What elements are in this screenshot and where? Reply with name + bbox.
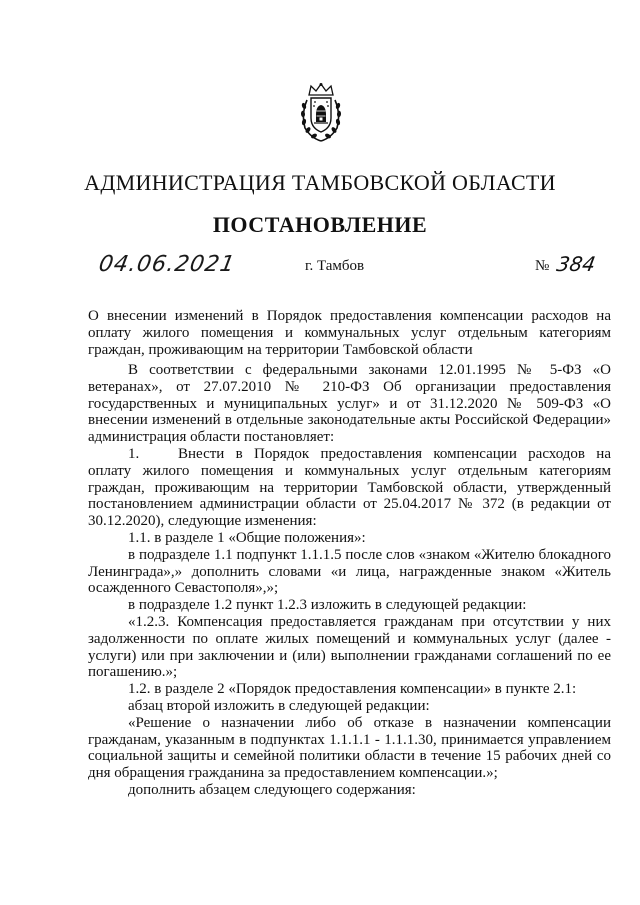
item-1-text: Внести в Порядок предоставления компенсации расходов на оплату жилого помещения и коммунальных услуг отдельным категориям граждан, проживающим на территории Тамбовской области, утвержденный постановлением администрации области от 25.04.2017 № 372 (в редакции от 30.12.2020), следующие изменения: <box>88 445 611 530</box>
organization-title: АДМИНИСТРАЦИЯ ТАМБОВСКОЙ ОБЛАСТИ <box>84 170 556 195</box>
document-date: 04.06.2021 <box>96 252 238 277</box>
item-1-number: 1. <box>128 445 140 462</box>
subitem-1-1-a-paragraph: в подразделе 1.1 подпункт 1.1.1.5 после слов «знаком «Жителю блокадного Ленинграда»,» дополнить словами «и лица, награжденные знаком «Житель осажденного Севастополя»,»; <box>88 546 611 597</box>
preamble-paragraph: В соответствии с федеральными законами 12.01.1995 № 5-ФЗ «О ветеранах», от 27.07.2010 № 210-ФЗ Об организации предоставления государственных и муниципальных услуг» и от 31.12.2020 № 509-ФЗ «О внесении изменений в отдельные законодательные акты Российской Федерации» администрация области постановляет: <box>88 362 611 446</box>
subitem-1-2-quote-paragraph: «Решение о назначении либо об отказе в назначении компенсации гражданам, указанным в подпунктах 1.1.1.1 - 1.1.1.30, принимается управлением социальной защиты и семейной политики области в течение 15 рабочих дней со дня обращения гражданина за предоставлением компенсации.»; <box>88 714 611 782</box>
document-city: г. Тамбов <box>305 258 365 274</box>
item-1-paragraph <box>88 446 611 530</box>
subitem-1-1-paragraph: 1.1. в разделе 1 «Общие положения»: <box>128 529 366 546</box>
subitem-1-2-paragraph: 1.2. в разделе 2 «Порядок предоставления компенсации» в пункте 2.1: <box>128 681 577 698</box>
document-number: 384 <box>554 252 598 276</box>
subitem-1-2-a-paragraph: абзац второй изложить в следующей редакции: <box>128 697 430 714</box>
subitem-1-2-b-paragraph: дополнить абзацем следующего содержания: <box>128 781 416 798</box>
document-type-title: ПОСТАНОВЛЕНИЕ <box>212 212 428 237</box>
document-number-label: № <box>535 258 550 274</box>
document-body <box>88 362 611 799</box>
subitem-1-1-quote-paragraph: «1.2.3. Компенсация предоставляется гражданам при отсутствии у них задолженности по оплате жилых помещений и коммунальных услуг (далее - услуги) или при заключении и (или) выполнении гражданами соглашений по ее погашению.»; <box>88 613 611 681</box>
subitem-1-1-b-paragraph: в подразделе 1.2 пункт 1.2.3 изложить в следующей редакции: <box>128 597 527 614</box>
document-subject: О внесении изменений в Порядок предоставления компенсации расходов на оплату жилого помещения и коммунальных услуг отдельным категориям граждан, проживающим на территории Тамбовской области <box>88 308 611 358</box>
coat-of-arms-icon <box>299 82 343 144</box>
